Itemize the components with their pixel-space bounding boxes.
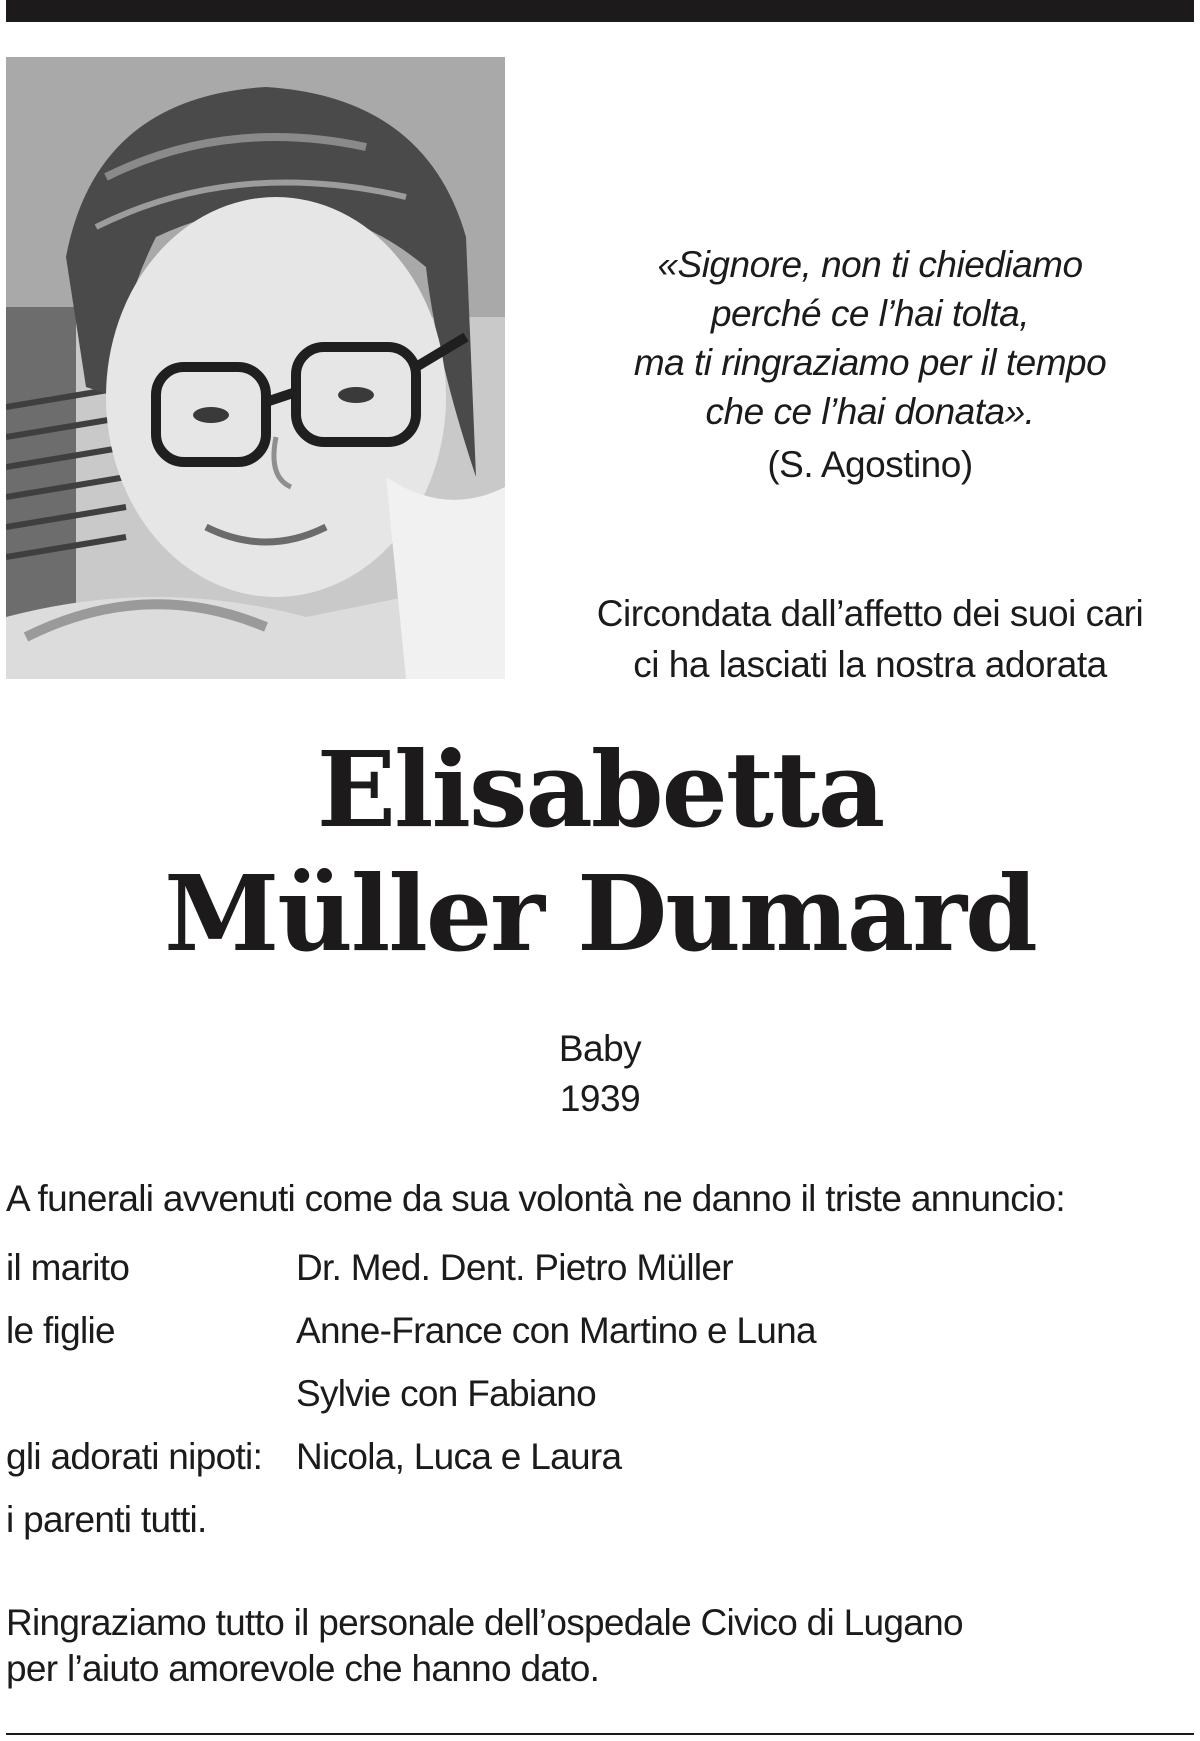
- family-value: Anne-France con Martino e Luna: [296, 1309, 816, 1351]
- intro-line: Circondata dall’affetto dei suoi cari: [596, 593, 1144, 634]
- family-list: [6, 1236, 1196, 1551]
- intro-text: [540, 588, 1200, 690]
- family-row: [6, 1425, 1196, 1488]
- nickname: Baby: [558, 1028, 642, 1069]
- family-label: i parenti tutti.: [6, 1498, 207, 1540]
- family-label: il marito: [6, 1246, 130, 1288]
- family-row: [6, 1236, 1196, 1299]
- thanks-line: Ringraziamo tutto il personale dell’ospedale Civico di Lugano: [6, 1602, 963, 1643]
- announcement: A funerali avvenuti come da sua volontà ne danno il triste annuncio:: [6, 1178, 1066, 1219]
- family-value: Dr. Med. Dent. Pietro Müller: [296, 1246, 733, 1288]
- quote-line: «Signore, non ti chiediamo: [657, 244, 1083, 285]
- quote-line: ma ti ringraziamo per il tempo: [633, 342, 1107, 383]
- bottom-rule: [6, 1733, 1194, 1735]
- intro-line: ci ha lasciati la nostra adorata: [633, 644, 1107, 685]
- nickname-block: [0, 1024, 1200, 1124]
- portrait-illustration: [6, 57, 505, 679]
- portrait-photo: [6, 57, 505, 679]
- deceased-first-name: Elisabetta: [316, 728, 884, 851]
- top-rule: [6, 0, 1194, 22]
- family-label: gli adorati nipoti:: [6, 1435, 263, 1477]
- family-value: Nicola, Luca e Laura: [296, 1435, 622, 1477]
- quote-source: (S. Agostino): [767, 444, 973, 485]
- birth-year: 1939: [559, 1078, 641, 1119]
- quote-line: perché ce l’hai tolta,: [710, 293, 1030, 334]
- quote-line: che ce l’hai donata».: [705, 391, 1035, 432]
- memorial-quote: [560, 240, 1180, 489]
- deceased-last-name: Müller Dumard: [164, 852, 1036, 975]
- family-value: Sylvie con Fabiano: [296, 1372, 597, 1414]
- deceased-name: [0, 728, 1200, 976]
- family-label: le figlie: [6, 1309, 115, 1351]
- thanks-note: [6, 1600, 1196, 1692]
- family-row: [6, 1362, 1196, 1425]
- family-row: [6, 1488, 1196, 1551]
- thanks-line: per l’aiuto amorevole che hanno dato.: [6, 1648, 600, 1689]
- family-row: [6, 1299, 1196, 1362]
